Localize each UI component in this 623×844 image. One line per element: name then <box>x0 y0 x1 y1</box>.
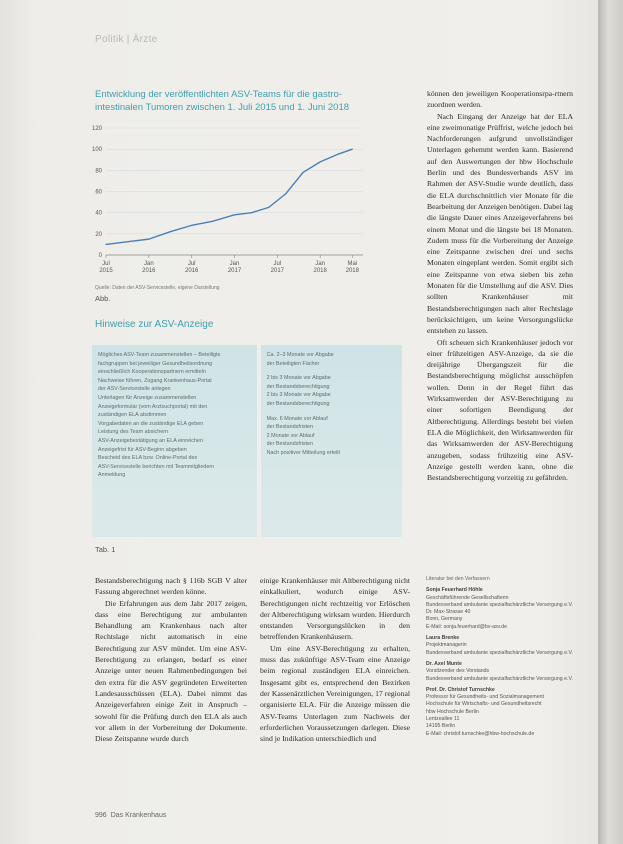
contact-line: Bonn, Germany <box>426 616 463 623</box>
hint-deadline: 2 Monate vor Ablauf <box>266 432 315 439</box>
x-tick-label: Jan <box>315 261 326 267</box>
y-tick-label: 100 <box>91 147 102 154</box>
contact-line: hbw Hochschule Berlin <box>426 708 479 715</box>
contact-line: Bundesverband ambulante spezialfachärztliche Versorgung e.V. <box>426 649 573 656</box>
paragraph: Bestandsberechtigung nach § 116b SGB V alter Fassung abgerechnet werden könne. <box>95 576 247 597</box>
paragraph: Oft scheuen sich Krankenhäuser jedoch vor einer frühzeitigen ASV-Anzeige, da sie die dreijährige Übergangszeit für die Bestandsberechtigung möglichst ausschöpfen wollen. Denn in der Regel führt das Wirksamwerden der ASV-Berechtigung zu einer sofortigen Beendigung der Altberechtigung. Allerdings besteht bei vielen ELA die Möglichkeit, den Wirksamwerden für das Wirksamwerden der ASV-Berechtigung anzugeben, sodass frühzeitig eine ASV-Anzeige gestellt werden kann, ohne die Bestandsberechtigung vorzeitig zu gefährden. <box>427 337 573 483</box>
hint-step: Vorgabedaten an die zuständige ELA geben <box>98 420 204 427</box>
text-column-bottom-left <box>95 575 247 744</box>
hint-deadline: Nach positiver Mitteilung erteilt <box>266 449 340 456</box>
hint-step: Anzeigeformular (vom Arztsuchportal) mit den <box>98 403 208 410</box>
author-contact-block <box>426 576 576 738</box>
contact-line: Hochschule für Wirtschafts- und Gesundheitsrecht <box>426 701 542 708</box>
x-tick-label: Mai <box>347 261 358 267</box>
x-tick-label: 2016 <box>184 268 199 274</box>
hint-deadline: der Bestandsfristen <box>266 424 314 431</box>
hint-step: der ASV-Servicestelle anlegen <box>98 386 171 393</box>
contact-name: Dr. Axel Munte <box>426 660 462 667</box>
x-tick-label: Jan <box>229 261 240 267</box>
contact-label: Literatur bei den Verfassern <box>426 576 490 582</box>
y-tick-label: 20 <box>95 231 102 238</box>
paragraph: Die Erfahrungen aus dem Jahr 2017 zeigen, dass eine Berechtigung zur ambulanten Behandlung am Krankenhaus nach alter Rechtslage nicht automatisch in eine Berechtigung zur ASV mündet. Um eine ASV-Berechtigung zu erlangen, bedarf es einer Anzeige unter neuen Rahmenbedingungen bei den extra für die ASV gegründeten Erweiterten Landesausschüssen (ELA). Dabei nimmt das Anzeigeverfahren einige Zeit in Anspruch – sowohl für die Prüfung durch den ELA als auch vor allem in der Vorbereitung der Dokumente. Diese Zeitspanne wurde durch <box>95 598 247 744</box>
data-point <box>191 225 192 226</box>
contact-line: Projektmanagerin <box>426 642 467 649</box>
section-header: Politik | Ärzte <box>95 34 158 45</box>
hint-step: Bescheid des ELA bzw. Online-Portal des <box>98 455 198 462</box>
hint-deadline: der Bestandsfristen <box>266 441 314 448</box>
hint-step: ASV-Anzeigebestätigung an ELA einreichen <box>98 437 203 444</box>
contact-line: E-Mail: sonja.feuerhard@bv-asv.de <box>426 623 508 630</box>
y-tick-label: 60 <box>95 189 102 196</box>
data-point <box>148 239 149 240</box>
text-column-bottom-middle <box>260 575 410 744</box>
figure-source: Quelle: Daten der ASV-Servicestelle, eigene Darstellung <box>95 285 220 291</box>
data-point <box>320 161 321 162</box>
paragraph: Nach Eingang der Anzeige hat der ELA eine zweimonatige Prüffrist, welche jedoch bei Nachforderungen aufgrund unvollständiger Unterlagen gehemmt werden kann. Basierend auf den Auswertungen der hbw Hochschule Berlin und des Bundesverbands ASV im Rahmen der ASV-Studie wurde deutlich, dass die ELA durchschnittlich vier Monate für die Bearbeitung der Anzeigen benötigen. Dabei lag die längste Dauer eines Anzeigeverfahrens bei einem Monat und die längste bei 18 Monaten. Zudem muss für die Vorbereitung der Anzeige eine Zeitspanne zwischen drei und sechs Monaten eingeplant werden. Somit ergibt sich eine Zeitspanne von etwa sieben bis zehn Monaten für die Umstellung auf die ASV. Dies sollten Krankenhäuser mit Bestandsberechtigungen nach alter Rechtslage berücksichtigen, um keine Versorgungslücke entstehen zu lassen. <box>427 111 574 336</box>
x-tick-label: 2018 <box>313 268 327 274</box>
contact-name: Sonja Feuerhard Höhle <box>426 587 483 594</box>
y-tick-label: 0 <box>98 253 102 259</box>
data-point <box>268 207 269 208</box>
hint-step: zuständigen ELA abstimmen <box>98 412 167 419</box>
x-tick-label: 2017 <box>227 268 242 274</box>
data-point <box>251 212 252 213</box>
hint-step: Nachweise führen, Zugang Krankenhaus-Portal <box>98 377 212 384</box>
data-point <box>170 231 171 232</box>
hint-deadline: der Bestandsberechtigung <box>266 383 330 390</box>
hint-step: einschließlich Kooperationspartnern ermitteln <box>98 369 206 376</box>
contact-line: 14195 Berlin <box>426 723 456 730</box>
hint-step: Unterlagen für Anzeige zusammenstellen <box>98 394 197 401</box>
data-point <box>337 154 338 155</box>
hint-deadline: der Beteiligten Fächer <box>266 360 320 367</box>
contact-name: Prof. Dr. Christof Turnschke <box>426 686 495 693</box>
hint-deadline: 2 bis 3 Monate vor Abgabe <box>266 392 331 399</box>
hint-step: fachgruppen bei jeweiliger Gesundheitsordnung <box>98 360 213 367</box>
figure-caption: Abb. <box>95 294 111 303</box>
contact-line: Geschäftsführende Gesellschafterin <box>426 594 509 601</box>
data-point <box>234 214 235 215</box>
hints-steps-column <box>92 345 257 537</box>
x-tick-label: Jul <box>187 261 196 267</box>
x-tick-label: 2016 <box>142 268 156 274</box>
contact-line: Dr. Max-Strasse 40 <box>426 609 471 616</box>
x-tick-label: Jan <box>143 261 154 267</box>
paragraph: Um eine ASV-Berechtigung zu erhalten, muss das zukünftige ASV-Team eine Anzeige beim regional zuständigen ELA einreichen. Insgesamt gibt es, entsprechend den Bezirken der Kassenärztlichen Vereinigungen, 17 regional organisierte ELA. Für die Anzeige müssen die ASV-Teams Unterlagen zum Nachweis der erforderlichen Voraussetzungen darlegen. Diese sind je Indikation unterschiedlich und <box>260 643 410 744</box>
paragraph: können den jeweiligen Kooperationsrpa-rtnern zuordnen werden. <box>427 89 573 110</box>
x-tick-label: 2018 <box>345 268 359 274</box>
hint-deadline: Max. 6 Monate vor Ablauf <box>266 415 328 422</box>
contact-line: Professor für Gesundheits- und Sozialmanagement <box>426 694 544 701</box>
figure-title: Entwicklung der veröffentlichten ASV-Teams für die gastro- intestinalen Tumoren zwischen 1. Juli 2015 und 1. Juni 2018 <box>95 89 350 113</box>
hint-step: Anzeigefrist für ASV-Beginn abgeben <box>98 446 187 453</box>
asv-teams-line-chart <box>88 120 378 285</box>
hint-deadline: Ca. 2–3 Monate vor Abgabe <box>266 352 334 358</box>
hints-deadlines-column <box>261 345 402 537</box>
x-tick-label: Jul <box>273 261 282 267</box>
series-line <box>106 149 352 244</box>
table-caption: Tab. 1 <box>95 545 116 554</box>
text-column-right <box>427 88 573 483</box>
hint-step: ASV-Servicestelle berichten mit Teammitgliedern <box>98 463 215 470</box>
section-label: Politik <box>95 34 124 45</box>
journal-name: Das Krankenhaus <box>110 812 167 819</box>
data-point <box>302 172 303 173</box>
hint-step: Mögliches ASV-Team zusammenstellen – Beteiligte <box>98 352 221 358</box>
page-spine-edge <box>598 0 623 844</box>
data-point <box>285 193 286 194</box>
x-tick-label: Jul <box>102 261 110 267</box>
data-point <box>352 149 353 150</box>
contact-line: Bundesverband ambulante spezialfachärztliche Versorgung e.V. <box>426 601 573 608</box>
contact-line: Bundesverband ambulante spezialfachärztliche Versorgung e.V. <box>426 675 573 682</box>
hint-step: Leistung des Team absichern <box>98 429 169 436</box>
y-tick-label: 80 <box>95 168 102 175</box>
section-sublabel: Ärzte <box>132 34 158 45</box>
hints-table <box>92 345 402 537</box>
contact-line: Lentzeallee 11 <box>426 716 460 723</box>
contact-line: Vorsitzender des Vorstands <box>426 668 490 675</box>
hint-deadline: der Bestandsberechtigung <box>266 400 330 407</box>
y-tick-label: 120 <box>91 126 102 132</box>
data-point <box>212 221 213 222</box>
hint-deadline: 2 bis 3 Monate vor Abgabe <box>266 375 331 382</box>
page-number: 996 <box>95 812 107 819</box>
contact-name: Laura Brenke <box>426 635 460 642</box>
hint-step: Anmeldung <box>98 472 126 479</box>
x-tick-label: 2017 <box>270 268 285 274</box>
data-point <box>105 244 106 245</box>
y-tick-label: 40 <box>95 210 102 217</box>
page-footer <box>95 812 166 819</box>
contact-line: E-Mail: christof.turnschke@hbw-hochschule.de <box>426 730 535 737</box>
paragraph: einige Krankenhäuser mit Altberechtigung nicht einkalkuliert, wodurch einige ASV-Berechtigungen nicht rechtzeitig vor Erlöschen der Altberechtigung wirksam wurden. Hierdurch entstanden Versorgungslücken in den betreffenden Krankenhäusern. <box>260 576 410 642</box>
box-title: Hinweise zur ASV-Anzeige <box>95 319 214 330</box>
x-tick-label: 2015 <box>99 268 113 274</box>
